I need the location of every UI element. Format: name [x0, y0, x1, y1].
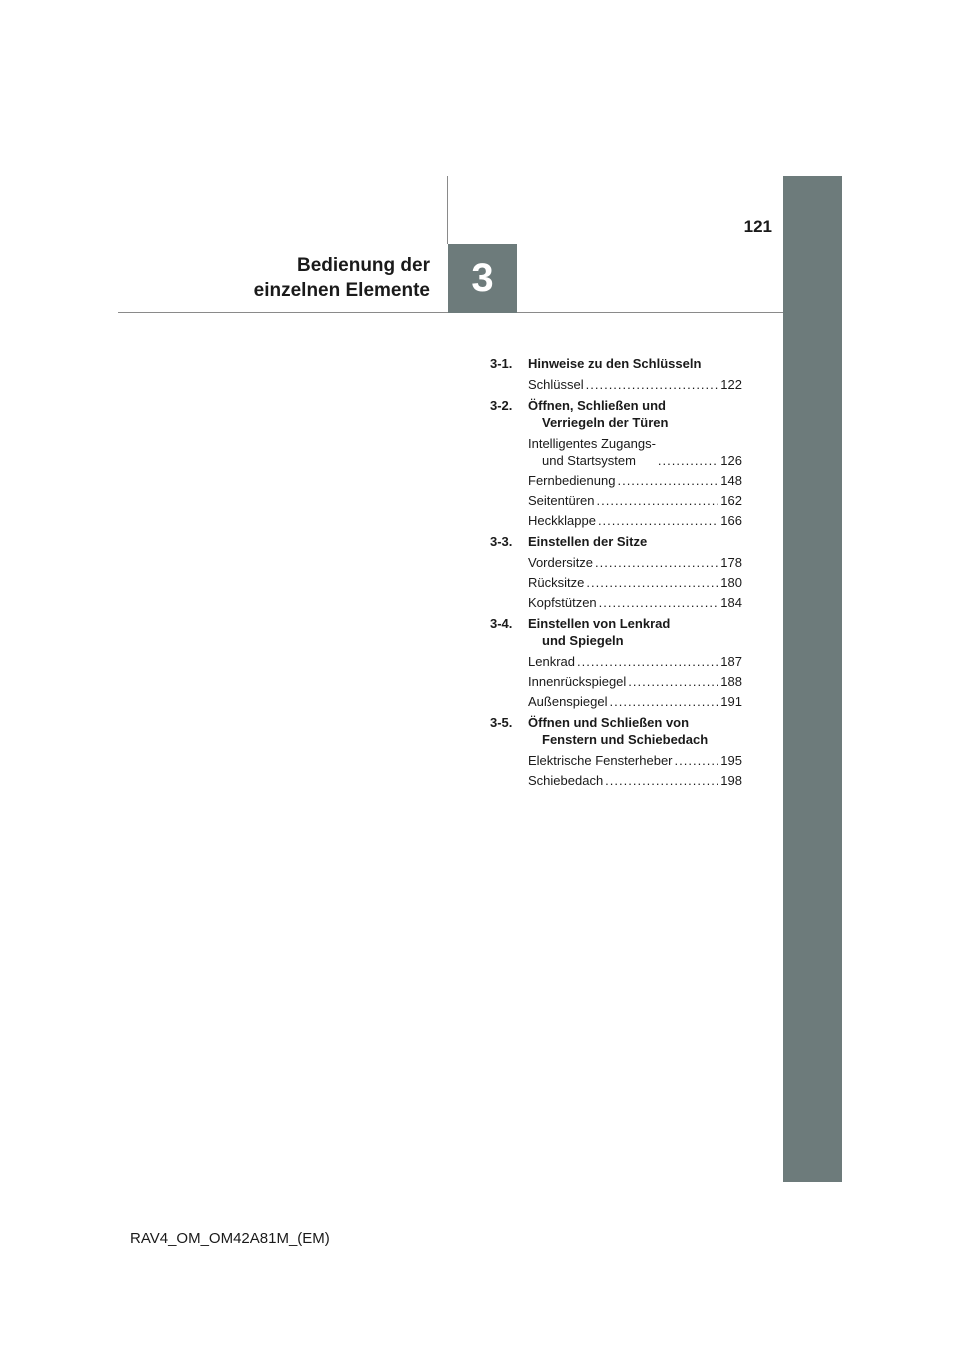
toc-entry[interactable] [528, 752, 742, 769]
toc-section-title-line: Öffnen, Schließen und [528, 398, 666, 413]
toc-section [490, 533, 742, 550]
toc-entry[interactable] [528, 472, 742, 489]
toc-section-title [528, 533, 742, 550]
toc-section-number: 3-5. [490, 715, 513, 730]
toc-entry-line: Rücksitze [528, 575, 585, 590]
toc-entry[interactable] [528, 492, 742, 509]
toc-entry-page: 187 [720, 654, 742, 669]
toc-entry[interactable] [528, 574, 742, 591]
toc-entry-text [528, 772, 603, 789]
toc-section-title-line: Öffnen und Schließen von [528, 715, 690, 730]
toc-entry-line: Heckklappe [528, 513, 596, 528]
toc-entry-text [528, 594, 597, 611]
chapter-title-line2: einzelnen Elemente [253, 280, 430, 301]
toc-entry-text [528, 554, 593, 571]
toc-entry-line: und Startsystem [542, 453, 636, 468]
toc-entry-page: 148 [720, 473, 742, 488]
toc-section-title [528, 355, 742, 372]
toc-section-title-line: Fenstern und Schiebedach [542, 732, 709, 747]
toc-section [490, 615, 742, 649]
toc-entry-text [528, 435, 656, 469]
toc-entry-line: Lenkrad [528, 654, 575, 669]
toc-section-number: 3-3. [490, 534, 513, 549]
toc-leader-dots [610, 693, 719, 710]
toc-leader-dots [628, 673, 718, 690]
toc-section-title-line: Verriegeln der Türen [542, 415, 669, 430]
toc-entry[interactable] [528, 772, 742, 789]
toc-leader-dots [595, 554, 718, 571]
toc-entry-line: Intelligentes Zugangs- [528, 436, 656, 451]
chapter-title-line1: Bedienung der [296, 255, 430, 276]
toc-entry-page: 178 [720, 555, 742, 570]
toc-entry-page: 122 [720, 377, 742, 392]
toc-section-title [528, 615, 742, 649]
toc-entry-line: Vordersitze [528, 555, 594, 570]
chapter-number: 3 [471, 256, 494, 300]
toc-leader-dots [597, 492, 719, 509]
toc-entry-line: Kopfstützen [528, 595, 597, 610]
toc-entry[interactable] [528, 653, 742, 670]
toc-section-title [528, 397, 742, 431]
toc-entry-line: Seitentüren [528, 493, 595, 508]
toc-leader-dots [598, 512, 718, 529]
toc-entry-page: 195 [720, 753, 742, 768]
document-id: RAV4_OM_OM42A81M_(EM) [130, 1230, 330, 1247]
header-vertical-rule [447, 176, 448, 244]
toc-leader-dots [577, 653, 718, 670]
toc-entry-page: 198 [720, 773, 742, 788]
toc-entry[interactable] [528, 693, 742, 710]
toc-leader-dots [617, 472, 718, 489]
toc-entry-page: 188 [720, 674, 742, 689]
toc-section-title [528, 714, 742, 748]
toc-section-title-line: und Spiegeln [542, 633, 624, 648]
toc-entry-line: Elektrische Fensterheber [528, 753, 673, 768]
toc-leader-dots [586, 574, 718, 591]
toc-entry-page: 162 [720, 493, 742, 508]
toc-entry-text [528, 492, 595, 509]
toc-section-number: 3-1. [490, 356, 513, 371]
toc-leader-dots [658, 452, 718, 469]
toc-entry-line: Schlüssel [528, 377, 584, 392]
chapter-title [180, 253, 430, 303]
toc-section-title-line: Hinweise zu den Schlüsseln [528, 356, 702, 371]
toc-entry-line: Fernbedienung [528, 473, 616, 488]
toc-entry-text [528, 574, 584, 591]
toc-entry-line: Schiebedach [528, 773, 604, 788]
toc-entry[interactable] [528, 554, 742, 571]
toc-entry-line: Innenrückspiegel [528, 674, 627, 689]
toc-section-number: 3-4. [490, 616, 513, 631]
toc-entry[interactable] [528, 594, 742, 611]
toc-entry-page: 184 [720, 595, 742, 610]
toc-entry-text [528, 376, 584, 393]
page-number: 121 [743, 217, 772, 236]
toc-leader-dots [599, 594, 719, 611]
toc-section-number: 3-2. [490, 398, 513, 413]
toc-entry[interactable] [528, 673, 742, 690]
toc-entry-text [528, 512, 596, 529]
toc-section [490, 714, 742, 748]
chapter-number-box [448, 244, 517, 313]
toc-leader-dots [675, 752, 719, 769]
toc-leader-dots [605, 772, 718, 789]
toc-entry-page: 166 [720, 513, 742, 528]
toc-leader-dots [586, 376, 719, 393]
toc-section-title-line: Einstellen von Lenkrad [528, 616, 671, 631]
toc-entry-page: 126 [720, 453, 742, 468]
toc-entry-page: 191 [720, 694, 742, 709]
toc-entry-text [528, 693, 608, 710]
toc-section [490, 355, 742, 372]
toc-entry[interactable] [528, 376, 742, 393]
chapter-side-tab [783, 176, 842, 1182]
toc-entry-page: 180 [720, 575, 742, 590]
table-of-contents [490, 355, 742, 792]
toc-section [490, 397, 742, 431]
toc-entry[interactable] [528, 435, 742, 469]
toc-entry-text [528, 472, 615, 489]
toc-entry-line: Außenspiegel [528, 694, 608, 709]
toc-entry-text [528, 673, 626, 690]
toc-entry[interactable] [528, 512, 742, 529]
toc-entry-text [528, 653, 575, 670]
toc-entry-text [528, 752, 673, 769]
toc-section-title-line: Einstellen der Sitze [528, 534, 648, 549]
